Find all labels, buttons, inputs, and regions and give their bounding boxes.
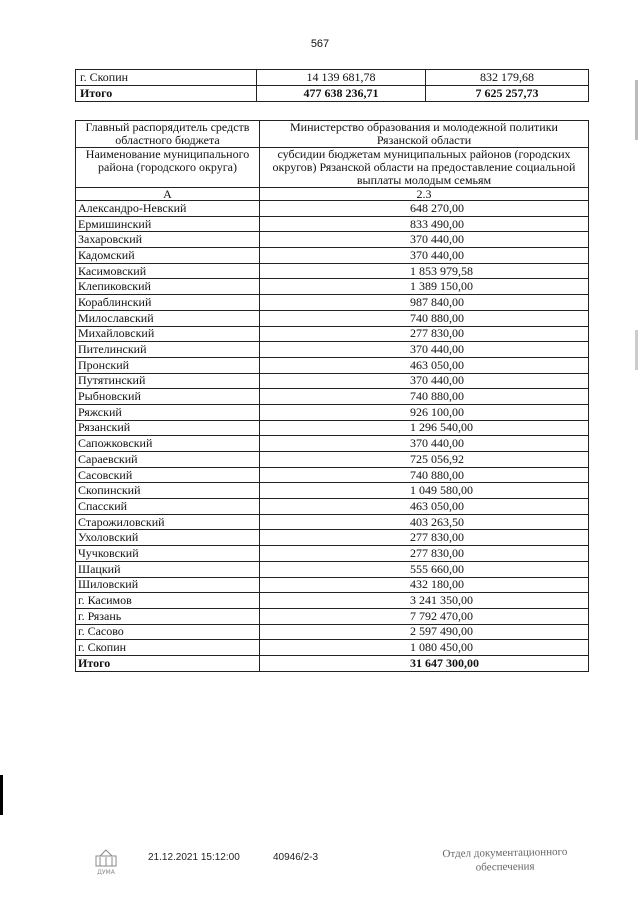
district-name-cell: Сасовский: [76, 467, 260, 483]
stamp-line-1: Отдел документационного: [442, 845, 568, 861]
amount-cell: 370 440,00: [260, 342, 589, 358]
district-name-cell: Кадомский: [76, 248, 260, 264]
table-row: [76, 499, 589, 515]
amount-cell: 277 830,00: [260, 530, 589, 546]
table-row: [76, 593, 589, 609]
district-name-cell: Пителинский: [76, 342, 260, 358]
amount-cell: 1 080 450,00: [260, 640, 589, 656]
page-number: 567: [310, 38, 330, 50]
table-row: [76, 70, 589, 86]
column-b-label: 2.3: [260, 188, 589, 201]
table-row: [76, 640, 589, 656]
amount-cell: 277 830,00: [260, 326, 589, 342]
table-row: [76, 248, 589, 264]
district-name-cell: Ряжский: [76, 404, 260, 420]
district-name-cell: Рыбновский: [76, 389, 260, 405]
table-row: [76, 216, 589, 232]
district-label: Наименование муниципального района (городского округа): [76, 148, 260, 188]
amount-cell: 926 100,00: [260, 404, 589, 420]
table-row: [76, 467, 589, 483]
amount-cell: 3 241 350,00: [260, 593, 589, 609]
amount-cell: 1 296 540,00: [260, 420, 589, 436]
scan-edge-mark: [635, 80, 638, 140]
duma-logo-icon: [86, 846, 126, 876]
total-amount-cell: 7 625 257,73: [426, 86, 589, 102]
district-name-cell: Ухоловский: [76, 530, 260, 546]
table-row: [76, 546, 589, 562]
rows-body: [76, 201, 589, 656]
district-name-cell: Кораблинский: [76, 295, 260, 311]
amount-cell: 14 139 681,78: [257, 70, 426, 86]
table-row: [76, 436, 589, 452]
table-row: [76, 452, 589, 468]
amount-cell: 370 440,00: [260, 373, 589, 389]
total-row: [76, 655, 589, 671]
district-name-cell: Клепиковский: [76, 279, 260, 295]
district-name-cell: Чучковский: [76, 546, 260, 562]
amount-cell: 1 853 979,58: [260, 263, 589, 279]
table-row: [76, 389, 589, 405]
district-name-cell: Путятинский: [76, 373, 260, 389]
amount-cell: 740 880,00: [260, 310, 589, 326]
district-name-cell: г. Касимов: [76, 593, 260, 609]
district-name-cell: Скопинский: [76, 483, 260, 499]
amount-cell: 277 830,00: [260, 546, 589, 562]
table-row: [76, 420, 589, 436]
table-row: [76, 310, 589, 326]
total-amount-cell: 31 647 300,00: [260, 655, 589, 671]
district-name-cell: г. Рязань: [76, 608, 260, 624]
table-row: [76, 326, 589, 342]
district-name-cell: г. Скопин: [76, 640, 260, 656]
district-name-cell: Шиловский: [76, 577, 260, 593]
table-row: [76, 561, 589, 577]
table-row: [76, 608, 589, 624]
table-row: [76, 483, 589, 499]
header-row-columns: [76, 188, 589, 201]
total-amount-cell: 477 638 236,71: [257, 86, 426, 102]
table-row: [76, 577, 589, 593]
table-row: [76, 263, 589, 279]
amount-cell: 648 270,00: [260, 201, 589, 217]
district-name-cell: Александро-Невский: [76, 201, 260, 217]
amount-cell: 432 180,00: [260, 577, 589, 593]
amount-cell: 2 597 490,00: [260, 624, 589, 640]
amount-cell: 833 490,00: [260, 216, 589, 232]
table-row: [76, 357, 589, 373]
district-name-cell: Сараевский: [76, 452, 260, 468]
table-row: [76, 624, 589, 640]
total-label-cell: Итого: [76, 86, 257, 102]
amount-cell: 463 050,00: [260, 357, 589, 373]
amount-cell: 555 660,00: [260, 561, 589, 577]
district-name-cell: Спасский: [76, 499, 260, 515]
table-row: [76, 342, 589, 358]
district-name-cell: Милославский: [76, 310, 260, 326]
amount-cell: 7 792 470,00: [260, 608, 589, 624]
amount-cell: 740 880,00: [260, 467, 589, 483]
total-label-cell: Итого: [76, 655, 260, 671]
table-row: [76, 373, 589, 389]
amount-cell: 403 263,50: [260, 514, 589, 530]
district-name-cell: Рязанский: [76, 420, 260, 436]
scan-edge-mark: [635, 330, 638, 370]
amount-cell: 740 880,00: [260, 389, 589, 405]
amount-cell: 725 056,92: [260, 452, 589, 468]
total-row: [76, 86, 589, 102]
table-row: [76, 514, 589, 530]
district-name-cell: г. Сасово: [76, 624, 260, 640]
top-summary-table: [75, 69, 589, 102]
district-name-cell: Касимовский: [76, 263, 260, 279]
scan-edge-mark: [0, 775, 3, 815]
district-name-cell: Сапожковский: [76, 436, 260, 452]
department-stamp: [440, 845, 570, 875]
table-row: [76, 404, 589, 420]
amount-cell: 1 049 580,00: [260, 483, 589, 499]
footer-doc-number: 40946/2-3: [273, 852, 319, 863]
stamp-line-2: обеспечения: [475, 860, 535, 874]
district-name-cell: г. Скопин: [76, 70, 257, 86]
header-row-district: [76, 148, 589, 188]
district-name-cell: Пронский: [76, 357, 260, 373]
distributor-value: Министерство образования и молодежной политики Рязанской области: [260, 121, 589, 148]
district-value: субсидии бюджетам муниципальных районов (городских округов) Рязанской области на предоставление социальной выплаты молодым семьям: [260, 148, 589, 188]
header-row-distributor: [76, 121, 589, 148]
district-name-cell: Старожиловский: [76, 514, 260, 530]
table-row: [76, 232, 589, 248]
distributor-label: Главный распорядитель средств областного бюджета: [76, 121, 260, 148]
district-name-cell: Михайловский: [76, 326, 260, 342]
district-name-cell: Ермишинский: [76, 216, 260, 232]
amount-cell: 463 050,00: [260, 499, 589, 515]
table-row: [76, 295, 589, 311]
footer-datetime: 21.12.2021 15:12:00: [148, 852, 240, 863]
table-row: [76, 279, 589, 295]
amount-cell: 1 389 150,00: [260, 279, 589, 295]
table-row: [76, 530, 589, 546]
amount-cell: 832 179,68: [426, 70, 589, 86]
amount-cell: 370 440,00: [260, 436, 589, 452]
amount-cell: 987 840,00: [260, 295, 589, 311]
column-a-label: А: [76, 188, 260, 201]
amount-cell: 370 440,00: [260, 232, 589, 248]
amount-cell: 370 440,00: [260, 248, 589, 264]
district-name-cell: Шацкий: [76, 561, 260, 577]
svg-text:ДУМА: ДУМА: [97, 869, 115, 876]
table-row: [76, 201, 589, 217]
subsidy-table: [75, 120, 589, 672]
district-name-cell: Захаровский: [76, 232, 260, 248]
